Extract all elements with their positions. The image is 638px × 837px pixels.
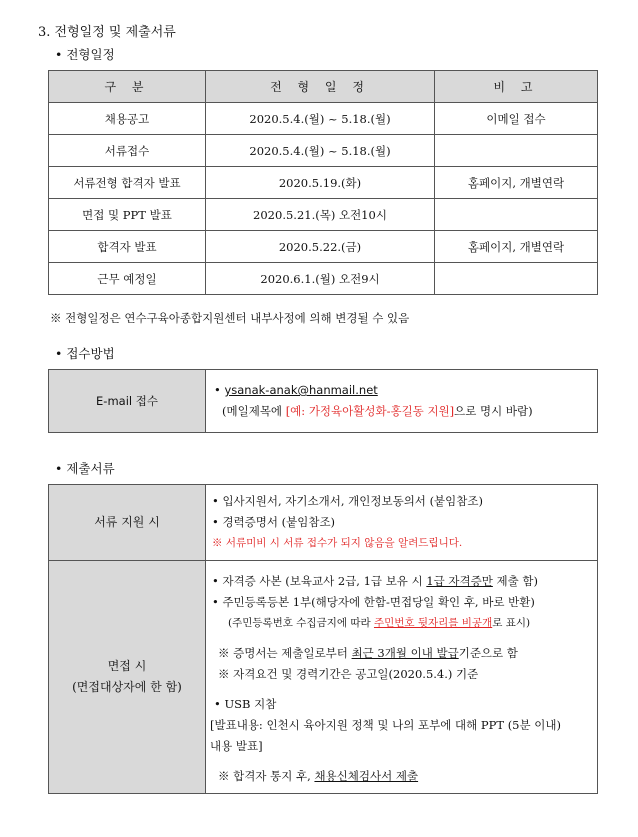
- cell-category: 채용공고: [49, 103, 206, 135]
- cell-category: 면접 및 PPT 발표: [49, 199, 206, 231]
- section-title: 3. 전형일정 및 제출서류: [38, 25, 176, 40]
- cell-date: 2020.5.19.(화): [206, 167, 435, 199]
- method-subtitle: • 접수방법: [55, 346, 115, 361]
- interview-items: [206, 561, 598, 794]
- cell-date: 2020.5.22.(금): [206, 231, 435, 263]
- table-row: [49, 231, 598, 263]
- interview-label: [49, 561, 206, 794]
- cell-category: 서류접수: [49, 135, 206, 167]
- apply-label: 서류 지원 시: [49, 485, 206, 561]
- schedule-header-row: [49, 71, 598, 103]
- header-category: 구 분: [49, 71, 206, 103]
- usb-desc-2: 내용 발표]: [210, 739, 263, 753]
- header-schedule: 전 형 일 정: [206, 71, 435, 103]
- schedule-note: ※ 전형일정은 연수구육아종합지원센터 내부사정에 의해 변경될 수 있음: [50, 311, 410, 325]
- reg-note-suffix: 로 표시): [492, 617, 531, 629]
- method-table: [48, 369, 598, 433]
- reg-note-emphasis: 주민번호 뒷자리를 비공개: [373, 617, 493, 629]
- apply-item-1: • 입사지원서, 자기소개서, 개인정보동의서 (붙임참조): [212, 494, 483, 508]
- cell-remark: [435, 263, 598, 295]
- cell-date: 2020.6.1.(월) 오전9시: [206, 263, 435, 295]
- basis-line: ※ 자격요건 및 경력기간은 공고일(2020.5.4.) 기준: [218, 667, 479, 681]
- method-value: [206, 370, 598, 433]
- registration-note: [212, 613, 591, 634]
- cell-remark: 홈페이지, 개별연락: [435, 167, 598, 199]
- subject-prefix: (메일제목에: [222, 404, 286, 418]
- apply-items: [206, 485, 598, 561]
- reg-note-prefix: (주민등록번호 수집금지에 따라: [228, 617, 374, 629]
- bullet: •: [214, 383, 221, 397]
- health-emphasis: 채용신체검사서 제출: [314, 769, 419, 783]
- method-label: E-mail 접수: [49, 370, 206, 433]
- issue-line: [212, 643, 591, 664]
- apply-item-2: • 경력증명서 (붙임참조): [212, 515, 336, 529]
- cert-line: [212, 571, 591, 592]
- email-link[interactable]: ysanak-anak@hanmail.net: [224, 383, 378, 397]
- issue-suffix: 기준으로 함: [458, 646, 518, 660]
- cell-category: 합격자 발표: [49, 231, 206, 263]
- cell-remark: [435, 199, 598, 231]
- cell-date: 2020.5.21.(목) 오전10시: [206, 199, 435, 231]
- health-prefix: ※ 합격자 통지 후,: [218, 769, 315, 783]
- table-row: [49, 135, 598, 167]
- cell-date: 2020.5.4.(월) ~ 5.18.(월): [206, 103, 435, 135]
- interview-label-1: 면접 시: [107, 659, 147, 673]
- documents-table: [48, 484, 598, 794]
- apply-warning: ※ 서류미비 시 서류 접수가 되지 않음을 알려드립니다.: [212, 537, 463, 549]
- cell-category: 서류전형 합격자 발표: [49, 167, 206, 199]
- table-row: [49, 263, 598, 295]
- cell-date: 2020.5.4.(월) ~ 5.18.(월): [206, 135, 435, 167]
- table-row: [49, 167, 598, 199]
- cell-remark: [435, 135, 598, 167]
- issue-emphasis: 최근 3개월 이내 발급: [351, 646, 459, 660]
- cell-category: 근무 예정일: [49, 263, 206, 295]
- interview-label-2: (면접대상자에 한 함): [72, 680, 182, 694]
- table-row: [49, 103, 598, 135]
- cert-prefix: • 자격증 사본 (보육교사 2급, 1급 보유 시: [212, 574, 427, 588]
- registration-line: • 주민등록등본 1부(해당자에 한함-면접당일 확인 후, 바로 반환): [212, 595, 535, 609]
- documents-subtitle: • 제출서류: [55, 461, 115, 476]
- cell-remark: 홈페이지, 개별연락: [435, 231, 598, 263]
- usb-desc-1: [발표내용: 인천시 육아지원 정책 및 나의 포부에 대해 PPT (5분 이내): [210, 718, 561, 732]
- cert-emphasis: 1급 자격증만: [426, 574, 493, 588]
- cert-suffix: 제출 함): [492, 574, 538, 588]
- schedule-table: [48, 70, 598, 295]
- table-row: [49, 199, 598, 231]
- method-row: [49, 370, 598, 433]
- cell-remark: 이메일 접수: [435, 103, 598, 135]
- subject-example: [예: 가정육아활성화-홍길동 지원]: [285, 404, 455, 418]
- schedule-subtitle: • 전형일정: [55, 47, 115, 62]
- header-remarks: 비 고: [435, 71, 598, 103]
- apply-row: [49, 485, 598, 561]
- health-line: [212, 766, 591, 787]
- interview-row: [49, 561, 598, 794]
- usb-line: • USB 지참: [214, 697, 277, 711]
- subject-suffix: 으로 명시 바람): [454, 404, 533, 418]
- issue-prefix: ※ 증명서는 제출일로부터: [218, 646, 352, 660]
